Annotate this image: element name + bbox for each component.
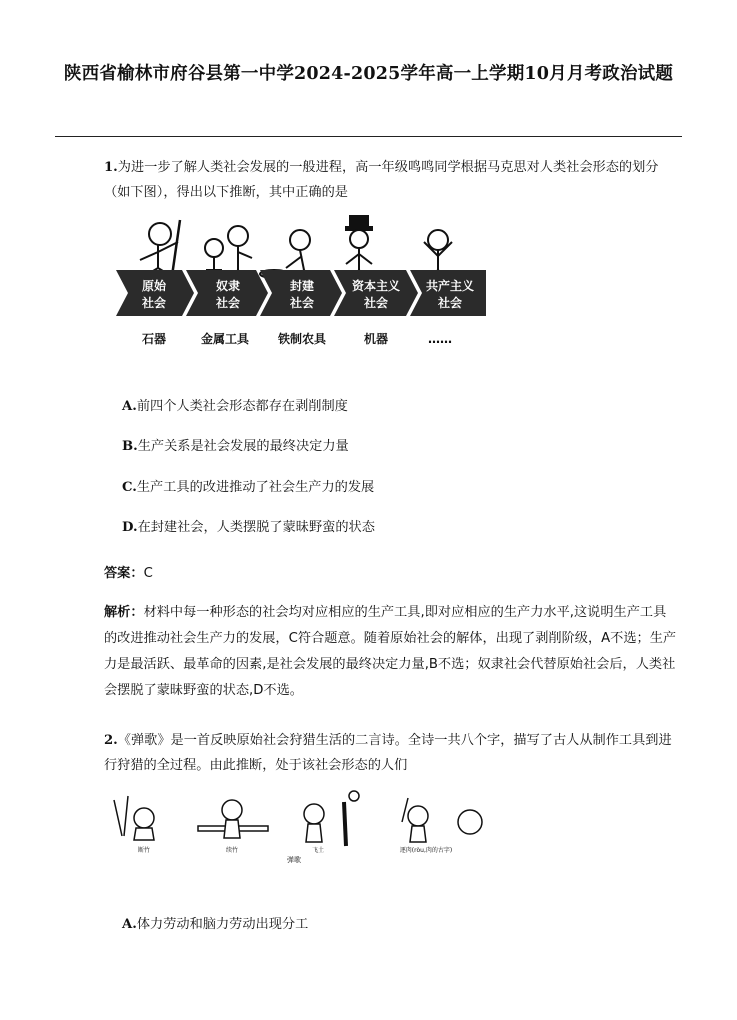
- stage-label-2a: 奴隶: [215, 279, 241, 293]
- question-text: 《弹歌》是一首反映原始社会狩猎生活的二言诗。全诗一共八个字，描写了古人从制作工具到进行狩猎的全过程。由此推断，处于该社会形态的人们: [104, 733, 672, 773]
- fig-caption-1: 断竹: [137, 847, 151, 854]
- slaveowner-figure: [228, 226, 248, 246]
- fig-caption-2: 续竹: [225, 847, 239, 854]
- slave-figure: [205, 239, 223, 257]
- communist-figure: [428, 230, 448, 250]
- option-b[interactable]: [122, 437, 349, 457]
- page-title: 陕西省榆林市府谷县第一中学2024-2025学年高一上学期10月月考政治试题: [63, 64, 674, 84]
- option-letter: B.: [122, 439, 138, 454]
- analysis-text: 材料中每一种形态的社会均对应相应的生产工具,即对应相应的生产力水平,这说明生产工具的改进推动社会生产力的发展，C符合题意。随着原始社会的解体，出现了剥削阶级，A不选；生产力是最活跃、最革命的因素,是社会发展的最终决定力量,B不选；奴隶社会代替原始社会后，人类社会摆脱了蒙昧野蛮的状态,D不选。: [104, 605, 677, 698]
- stage-label-5b: 社会: [437, 296, 463, 310]
- chasing-figure: [408, 806, 428, 826]
- peasant-figure: [290, 230, 310, 250]
- question-number: 1.: [104, 160, 118, 175]
- stage-label-5a: 共产主义: [425, 279, 475, 293]
- option-d[interactable]: [122, 518, 375, 538]
- tool-label-3: 铁制农具: [277, 332, 327, 346]
- stage-label-4a: 资本主义: [351, 279, 401, 293]
- joining-figure: [222, 800, 242, 820]
- option-text: 生产关系是社会发展的最终决定力量: [137, 439, 349, 454]
- analysis-label: 解析：: [104, 605, 144, 620]
- option-a[interactable]: [122, 397, 348, 417]
- option-text: 前四个人类社会形态都存在剥削制度: [136, 399, 348, 414]
- fig-title: 弹歌: [287, 856, 301, 864]
- option-text: 在封建社会，人类摆脱了蒙昧野蛮的状态: [137, 520, 375, 535]
- option-letter: D.: [122, 520, 138, 535]
- tan-ge-figure: [108, 788, 488, 864]
- capitalist-figure: [350, 230, 368, 248]
- question-text: 为进一步了解人类社会发展的一般进程，高一年级鸣鸣同学根据马克思对人类社会形态的划分（如下图），得出以下推断，其中正确的是: [104, 160, 659, 200]
- option-text: 体力劳动和脑力劳动出现分工: [136, 917, 309, 932]
- stage-label-3b: 社会: [289, 296, 315, 310]
- tool-label-1: 石器: [141, 332, 167, 346]
- option-letter: A.: [122, 917, 137, 932]
- option-c[interactable]: [122, 478, 374, 498]
- shooting-figure: [304, 804, 324, 824]
- social-forms-figure: [110, 212, 486, 352]
- bow-icon: [344, 802, 346, 846]
- tool-label-4: 机器: [363, 332, 389, 346]
- tool-label-5: ……: [428, 332, 452, 346]
- stage-label-3a: 封建: [289, 279, 315, 293]
- analysis-paragraph: [104, 600, 677, 704]
- option-letter: A.: [122, 399, 137, 414]
- fig-caption-4: 逐肉(ròu,肉的古字): [399, 847, 453, 854]
- option-text: 生产工具的改进推动了社会生产力的发展: [136, 480, 375, 495]
- prey-icon: [458, 810, 482, 834]
- answer-line: [104, 562, 153, 581]
- question-2-stem: [104, 728, 677, 778]
- tool-label-2: 金属工具: [200, 332, 250, 346]
- stage-label-1b: 社会: [141, 296, 167, 310]
- answer-value: C: [143, 566, 153, 581]
- title-divider: [55, 136, 682, 137]
- primitive-figure: [149, 223, 171, 245]
- stage-label-2b: 社会: [215, 296, 241, 310]
- q2-option-a[interactable]: [122, 915, 308, 935]
- cutting-figure: [134, 808, 154, 828]
- answer-label: 答案：: [104, 566, 144, 581]
- bamboo-icon: [114, 796, 128, 836]
- question-number: 2.: [104, 733, 118, 748]
- fig-caption-3: 飞土: [311, 847, 325, 854]
- option-letter: C.: [122, 480, 137, 495]
- stage-label-4b: 社会: [363, 296, 389, 310]
- stage-label-1a: 原始: [141, 279, 167, 293]
- question-1-stem: [104, 155, 677, 205]
